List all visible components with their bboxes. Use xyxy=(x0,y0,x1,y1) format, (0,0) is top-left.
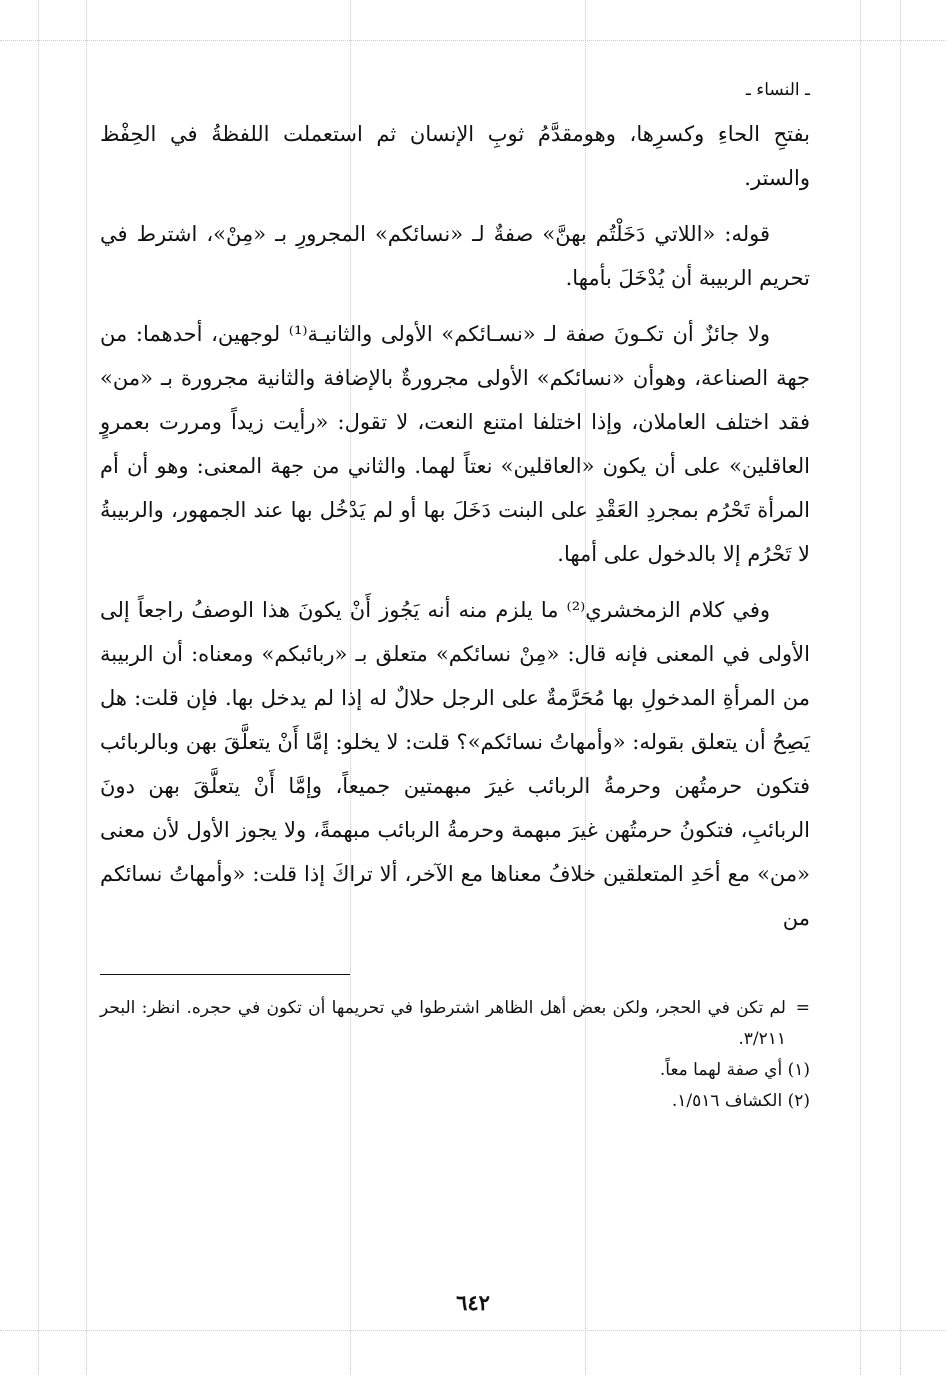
footnotes xyxy=(100,993,810,1117)
footnote: (٢) الكشاف ١/٥١٦. xyxy=(671,1091,810,1111)
paragraph: وفي كلام الزمخشري⁽²⁾ ما يلزم منه أنه يَجُوز أَنْ يكونَ هذا الوصفُ راجعاً إلى الأولى في المعنى فإنه قال: «مِنْ نسائكم» متعلق بـ «ربائبكم» ومعناه: أن الربيبة من المرأةِ المدخولِ بها مُحَرَّمةٌ على الرجل حلالٌ له إذا لم يدخل بها. فإن قلت: هل يَصِحُ أن يتعلق بقوله: «وأمهاتُ نسائكم»؟ قلت: لا يخلو: إمَّا أَنْ يتعلَّقَ بهن وبالربائب فتكون حرمتُهن وحرمةُ الربائب غيرَ مبهمتين جميعاً، وإمَّا أَنْ يتعلَّقَ بهن دونَ الربائبِ، فتكونُ حرمتُهن غيرَ مبهمة وحرمةُ الربائب مبهمةً، ولا يجوز الأول لأن معنى «من» مع أحَدِ المتعلقين خلافُ معناها مع الآخر، ألا تراكَ إذا قلت: «وأمهاتُ نسائكم من xyxy=(100,598,810,930)
page-content xyxy=(100,80,810,1117)
grid-line xyxy=(0,1330,946,1331)
page-number: ٦٤٢ xyxy=(456,1290,490,1315)
grid-line xyxy=(38,0,39,1375)
footnote-text: لم تكن في الحجر، ولكن بعض أهل الظاهر اشترطوا في تحريمها أن تكون في حجره. انظر: البحر ٣/٢١١. xyxy=(100,998,786,1049)
footnote-continuation xyxy=(100,993,810,1055)
continuation-mark: = xyxy=(795,998,810,1018)
footnote-rule xyxy=(100,974,350,975)
paragraph: ولا جائزٌ أن تكـونَ صفة لـ «نسـائكم» الأولى والثانيـة⁽¹⁾ لوجهين، أحدهما: من جهة الصناعة، وهوأن «نسائكم» الأولى مجرورةٌ بالإضافة والثانية مجرورة بـ «من» فقد اختلف العاملان، وإذا اختلفا امتنع النعت، لا تقول: «رأيت زيداً ومررت بعمروٍ العاقلين» على أن يكون «العاقلين» نعتاً لهما. والثاني من جهة المعنى: وهو أن أم المرأة تَحْرُم بمجردِ العَقْدِ على البنت دَخَلَ بها أو لم يَدْخُل بها عند الجمهور، والربيبةُ لا تَحْرُم إلا بالدخول على أمها. xyxy=(100,322,810,566)
footnote: (١) أي صفة لهما معاً. xyxy=(659,1060,810,1080)
grid-line xyxy=(900,0,901,1375)
running-head: ـ النساء ـ xyxy=(745,80,810,100)
paragraph: بفتحِ الحاءِ وكسرِها، وهومقدَّمُ ثوبِ الإنسان ثم استعملت اللفظةُ في الحِفْظ والستر. xyxy=(100,122,810,190)
grid-line xyxy=(0,40,946,41)
grid-line xyxy=(860,0,861,1375)
paragraph: قوله: «اللاتي دَخَلْتُم بهنَّ» صفةٌ لـ «نسائكم» المجرورِ بـ «مِنْ»، اشترط في تحريم الربيبة أن يُدْخَلَ بأمها. xyxy=(100,222,810,290)
grid-line xyxy=(86,0,87,1375)
